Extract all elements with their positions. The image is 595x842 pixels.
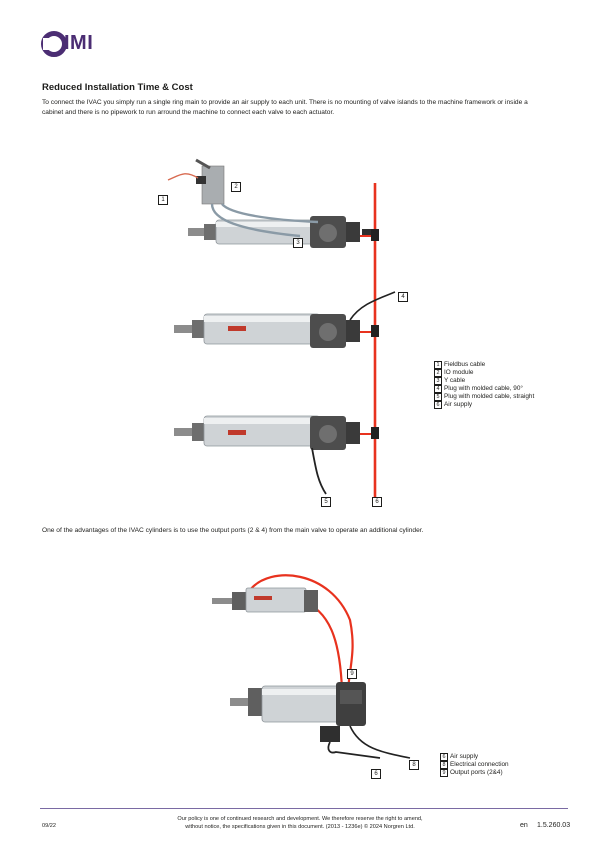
legend-item — [434, 401, 534, 409]
footer-policy-line1: Our policy is one of continued research and development. We therefore reserve the right to amend, — [177, 816, 423, 822]
legend-number: 3 — [434, 377, 442, 385]
callout-5: 5 — [321, 497, 331, 507]
legend-label: Fieldbus cable — [444, 361, 486, 369]
legend-number: 6 — [434, 401, 442, 409]
legend-number: 8 — [440, 761, 448, 769]
legend-number: 6 — [440, 753, 448, 761]
legend-item — [434, 361, 534, 369]
cylinder-2 — [174, 292, 395, 348]
legend-number: 5 — [434, 393, 442, 401]
footer-date: 09/22 — [42, 823, 56, 829]
legend-item — [440, 761, 509, 769]
legend-label: Plug with molded cable, 90° — [444, 385, 523, 393]
legend-label: IO module — [444, 369, 474, 377]
legend-item — [434, 393, 534, 401]
second-paragraph: One of the advantages of the IVAC cylinders is to use the output ports (2 & 4) from the main valve to operate an additional cylinder. — [42, 527, 424, 534]
legend-item — [440, 769, 509, 777]
legend-label: Air supply — [450, 753, 479, 761]
callout-8: 8 — [409, 760, 419, 770]
legend-item — [440, 753, 509, 761]
legend-item — [434, 377, 534, 385]
legend-item — [434, 369, 534, 377]
figure1-legend — [434, 361, 534, 409]
figure-additional-cylinder — [212, 575, 410, 758]
callout-1: 1 — [158, 195, 168, 205]
section-title: Reduced Installation Time & Cost — [42, 82, 193, 93]
legend-label: Y cable — [444, 377, 466, 385]
callout-6-air: 6 — [371, 769, 381, 779]
cylinder-3 — [174, 416, 379, 494]
legend-number: 1 — [434, 361, 442, 369]
callout-3: 3 — [293, 238, 303, 248]
footer-divider — [40, 808, 568, 809]
figure2-legend — [440, 753, 509, 777]
callout-9: 9 — [347, 669, 357, 679]
callout-4: 4 — [398, 292, 408, 302]
callout-6: 6 — [372, 497, 382, 507]
legend-number: 4 — [434, 385, 442, 393]
footer-policy-line2: without notice, the specifications given in this document. (2013 - 1236e) © 2024 Norgren Ltd. — [185, 824, 415, 830]
footer-document-code: 1.5.260.03 — [537, 822, 571, 829]
legend-label: Output ports (2&4) — [450, 769, 503, 777]
legend-label: Plug with molded cable, straight — [444, 393, 535, 401]
footer-policy — [150, 815, 450, 831]
legend-label: Air supply — [444, 401, 473, 409]
callout-2: 2 — [231, 182, 241, 192]
legend-label: Electrical connection — [450, 761, 509, 769]
logo-text: IMI — [64, 32, 94, 54]
legend-number: 9 — [440, 769, 448, 777]
legend-item — [434, 385, 534, 393]
legend-number: 2 — [434, 369, 442, 377]
footer-language: en — [520, 822, 528, 829]
intro-paragraph: To connect the IVAC you simply run a single ring main to provide an air supply to each unit. There is no mounting of valve islands to the machine framework or inside a cabinet and there is no pipework to run arround the machine to connect each valve to each actuator. — [42, 99, 528, 116]
